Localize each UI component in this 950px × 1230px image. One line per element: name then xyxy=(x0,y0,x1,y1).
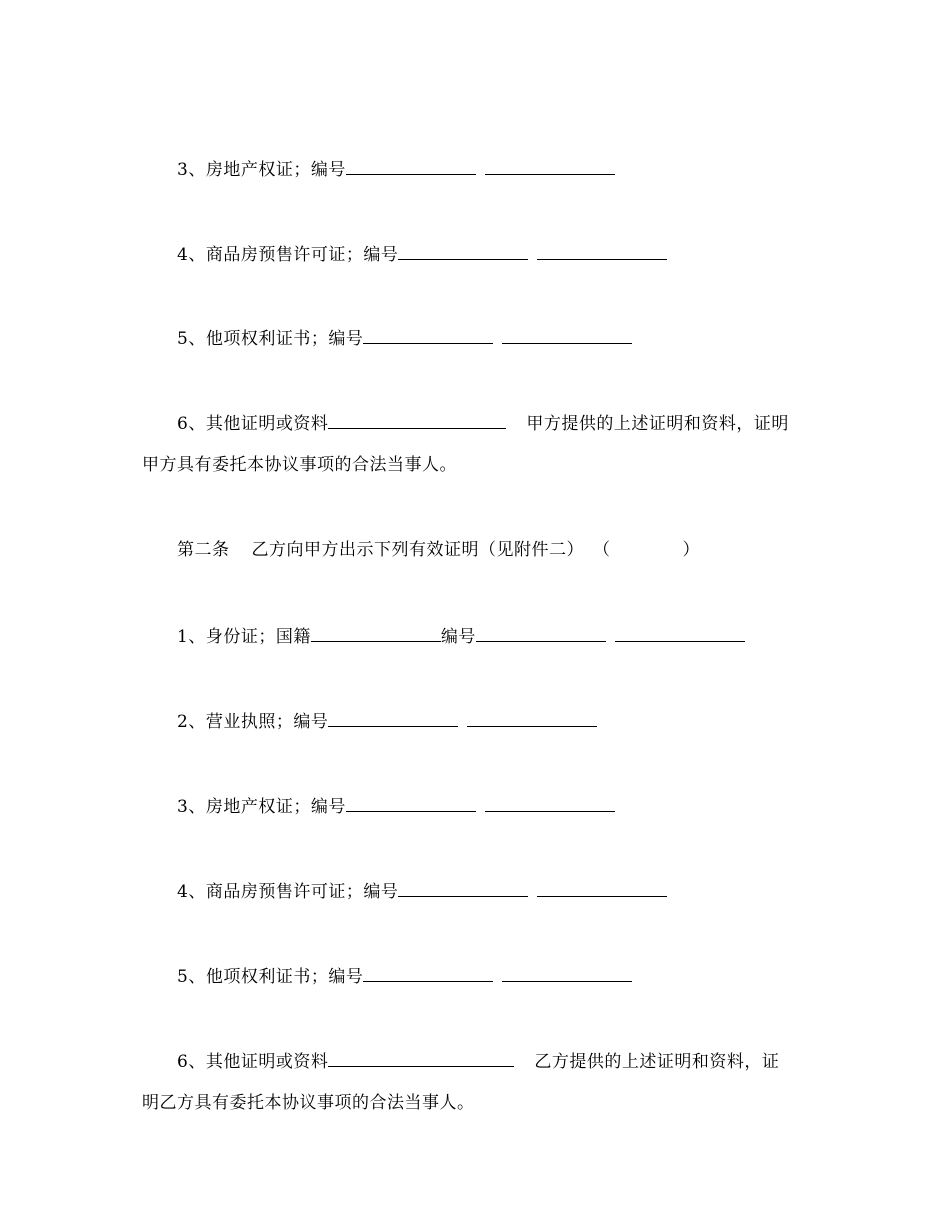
s2-item3-blank-a[interactable] xyxy=(346,794,476,812)
s2-item6-continuation-row xyxy=(142,1092,475,1114)
article2-paren-close: ） xyxy=(682,540,700,560)
s2-item6-tail: 乙方提供的上述证明和资料，证 xyxy=(534,1052,780,1072)
s2-item4-blank-b[interactable] xyxy=(537,879,667,897)
s1-item5-blank-b[interactable] xyxy=(502,326,632,344)
s2-item6-continuation: 明乙方具有委托本协议事项的合法当事人。 xyxy=(142,1093,475,1113)
s2-item1-blank-b[interactable] xyxy=(615,624,745,642)
s2-item3-blank-b[interactable] xyxy=(485,794,615,812)
article2-row xyxy=(177,539,700,561)
s2-item3-row xyxy=(177,794,615,818)
s1-item5-blank-a[interactable] xyxy=(363,326,493,344)
s2-item4-blank-a[interactable] xyxy=(398,879,528,897)
s2-item2-row xyxy=(177,709,597,733)
article2-text: 乙方向甲方出示下列有效证明（见附件二） xyxy=(251,540,584,560)
s2-item2-blank-b[interactable] xyxy=(467,709,597,727)
s2-item6-label: 6、其他证明或资料 xyxy=(177,1052,329,1072)
s1-item3-blank-a[interactable] xyxy=(346,157,476,175)
s1-item6-blank[interactable] xyxy=(328,411,506,429)
s1-item6-label: 6、其他证明或资料 xyxy=(177,414,329,434)
s2-item4-row xyxy=(177,879,667,903)
s1-item3-row xyxy=(177,157,615,181)
s2-item5-label: 5、他项权利证书；编号 xyxy=(177,967,364,987)
s2-item6-blank[interactable] xyxy=(328,1049,514,1067)
s2-item1-label: 1、身份证；国籍 xyxy=(177,627,311,647)
s1-item6-continuation: 甲方具有委托本协议事项的合法当事人。 xyxy=(142,455,457,475)
s2-item6-row xyxy=(177,1049,779,1073)
s2-item1-label2: 编号 xyxy=(440,627,476,647)
s2-item1-nationality-blank[interactable] xyxy=(311,624,441,642)
s1-item3-label: 3、房地产权证；编号 xyxy=(177,160,346,180)
s1-item6-tail: 甲方提供的上述证明和资料，证明 xyxy=(526,414,789,434)
s2-item2-blank-a[interactable] xyxy=(328,709,458,727)
s2-item5-row xyxy=(177,964,632,988)
s1-item4-blank-b[interactable] xyxy=(537,242,667,260)
s2-item4-label: 4、商品房预售许可证；编号 xyxy=(177,882,399,902)
s2-item3-label: 3、房地产权证；编号 xyxy=(177,797,346,817)
s1-item4-blank-a[interactable] xyxy=(398,242,528,260)
s1-item5-label: 5、他项权利证书；编号 xyxy=(177,329,364,349)
article2-paren-open: （ xyxy=(593,540,611,560)
s2-item1-row xyxy=(177,624,745,648)
s1-item6-continuation-row xyxy=(142,454,457,476)
s1-item4-row xyxy=(177,242,667,266)
s1-item5-row xyxy=(177,326,632,350)
s1-item3-blank-b[interactable] xyxy=(485,157,615,175)
s1-item6-row xyxy=(177,411,789,435)
article2-heading: 第二条 xyxy=(177,540,230,560)
s2-item1-blank-a[interactable] xyxy=(476,624,606,642)
s2-item5-blank-b[interactable] xyxy=(502,964,632,982)
s1-item4-label: 4、商品房预售许可证；编号 xyxy=(177,245,399,265)
s2-item5-blank-a[interactable] xyxy=(363,964,493,982)
s2-item2-label: 2、营业执照；编号 xyxy=(177,712,329,732)
